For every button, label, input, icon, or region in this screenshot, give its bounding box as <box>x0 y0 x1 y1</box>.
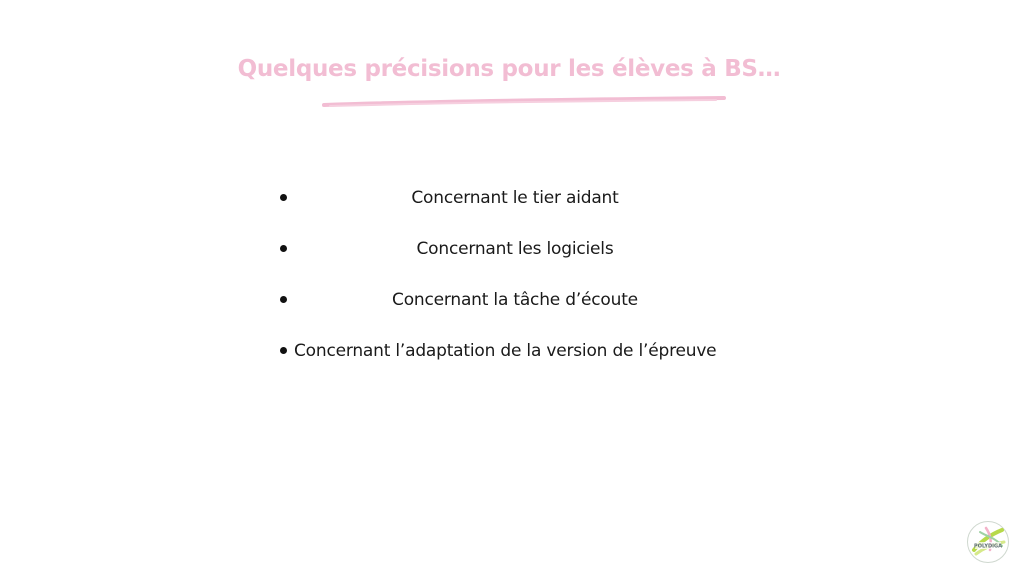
bullet-list <box>276 172 736 376</box>
list-item <box>276 325 736 376</box>
bullet-icon <box>280 347 287 354</box>
bullet-text: Concernant l’adaptation de la version de l’épreuve <box>294 340 717 361</box>
logo-text: POLYDIGA <box>974 543 1002 550</box>
bullet-icon <box>280 245 287 252</box>
bullet-icon <box>280 194 287 201</box>
circular-logo-icon <box>966 520 1010 564</box>
bullet-icon <box>280 296 287 303</box>
bullet-text: Concernant les logiciels <box>416 238 614 259</box>
slide-title: Quelques précisions pour les élèves à BS… <box>237 56 781 82</box>
list-item <box>276 274 736 325</box>
list-item <box>276 172 736 223</box>
bullet-text: Concernant la tâche d’écoute <box>392 289 638 310</box>
brush-underline <box>320 96 728 110</box>
list-item <box>276 223 736 274</box>
bullet-text: Concernant le tier aidant <box>411 187 619 208</box>
